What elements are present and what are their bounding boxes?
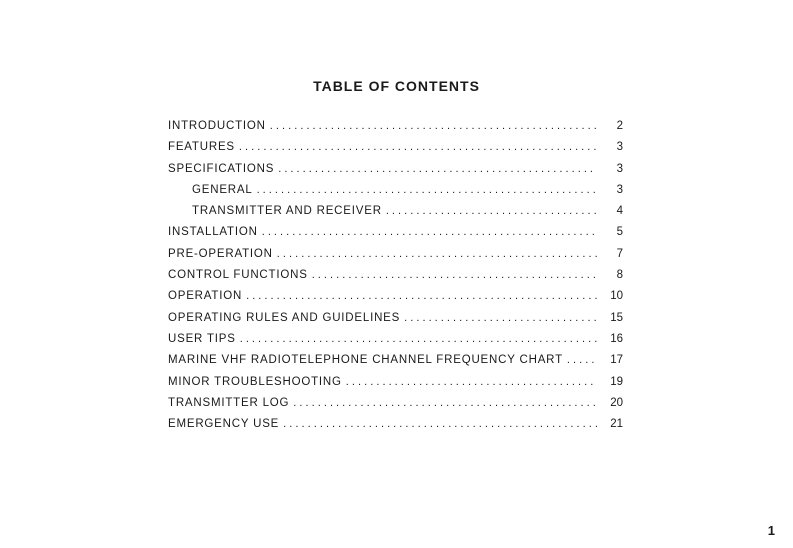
toc-entry	[168, 248, 623, 269]
dot-leader	[346, 376, 597, 388]
dot-leader	[246, 290, 597, 302]
dot-leader	[293, 397, 597, 409]
toc-entry	[168, 290, 623, 311]
page-number: 1	[767, 523, 775, 538]
toc-entry-label: SPECIFICATIONS	[168, 162, 275, 175]
toc-entry	[168, 120, 623, 141]
toc-entry-page: 20	[610, 396, 623, 409]
toc-entry-page: 4	[616, 205, 623, 218]
toc-entry-label: MINOR TROUBLESHOOTING	[168, 375, 342, 388]
toc-entry-page: 16	[610, 332, 623, 345]
toc-entry	[168, 354, 623, 375]
toc-subentry	[168, 205, 623, 226]
table-of-contents	[168, 120, 623, 439]
toc-entry-label: MARINE VHF RADIOTELEPHONE CHANNEL FREQUENCY CHART	[168, 354, 563, 367]
page-title: TABLE OF CONTENTS	[313, 78, 480, 94]
toc-entry-label: USER TIPS	[168, 332, 236, 345]
dot-leader	[283, 418, 597, 430]
toc-entry-page: 17	[610, 354, 623, 367]
toc-entry-page: 3	[616, 183, 623, 196]
toc-entry-page: 2	[616, 120, 623, 132]
toc-entry-label: TRANSMITTER AND RECEIVER	[192, 205, 382, 218]
toc-entry	[168, 163, 623, 184]
dot-leader	[270, 120, 597, 132]
toc-entry-page: 21	[610, 418, 623, 431]
toc-entry-label: EMERGENCY USE	[168, 418, 280, 431]
toc-entry-label: OPERATION	[168, 290, 243, 303]
toc-entry-page: 10	[610, 290, 623, 303]
toc-subentry	[168, 184, 623, 205]
toc-entry	[168, 397, 623, 418]
toc-entry	[168, 141, 623, 162]
dot-leader	[404, 312, 597, 324]
dot-leader	[567, 354, 597, 366]
dot-leader	[277, 248, 597, 260]
toc-entry	[168, 226, 623, 247]
dot-leader	[312, 269, 597, 281]
toc-entry-label: INSTALLATION	[168, 226, 258, 239]
toc-entry	[168, 312, 623, 333]
dot-leader	[257, 184, 597, 196]
toc-entry-page: 15	[610, 311, 623, 324]
toc-entry-page: 7	[616, 247, 623, 260]
toc-entry-label: OPERATING RULES AND GUIDELINES	[168, 311, 401, 324]
toc-entry	[168, 376, 623, 397]
toc-entry	[168, 418, 623, 439]
toc-entry-label: PRE-OPERATION	[168, 247, 273, 260]
toc-entry	[168, 333, 623, 354]
toc-entry-page: 19	[610, 375, 623, 388]
dot-leader	[240, 333, 597, 345]
dot-leader	[239, 141, 597, 153]
toc-entry-page: 3	[616, 141, 623, 154]
toc-entry-label: FEATURES	[168, 141, 235, 154]
toc-entry-page: 3	[616, 162, 623, 175]
toc-entry-page: 8	[616, 269, 623, 282]
toc-entry	[168, 269, 623, 290]
toc-entry-label: INTRODUCTION	[168, 120, 266, 132]
dot-leader	[386, 205, 597, 217]
toc-entry-label: GENERAL	[192, 183, 253, 196]
toc-entry-label: CONTROL FUNCTIONS	[168, 269, 308, 282]
dot-leader	[278, 163, 597, 175]
dot-leader	[262, 226, 597, 238]
toc-entry-label: TRANSMITTER LOG	[168, 396, 290, 409]
toc-entry-page: 5	[616, 226, 623, 239]
